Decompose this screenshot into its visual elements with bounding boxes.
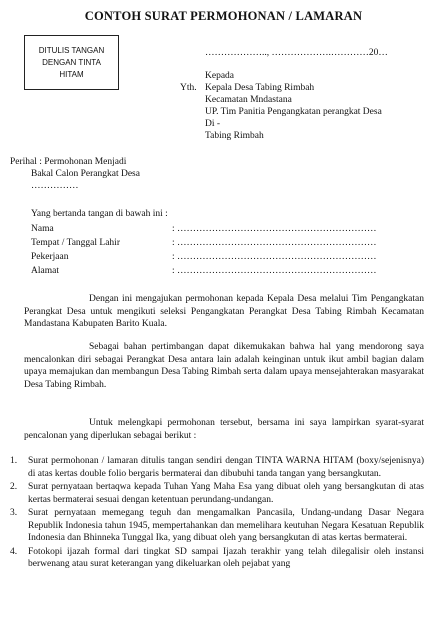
list-item-text: Surat pernyataan memegang teguh dan mengamalkan Pancasila, Undang-undang Dasar Negara Republik Indonesia tahun 1945, mempertahankan dan memelihara keutuhan Negara Kesatuan Republik Indonesia dan Bhinneka Tunggal Ika, yang dibuat oleh yang bersangkutan di atas kertas bermaterai. [28, 508, 424, 543]
perihal-line-3: …………… [31, 181, 79, 191]
field-label-pekerjaan: Pekerjaan [31, 252, 69, 262]
handwriting-note-box [24, 35, 119, 90]
date-line: ……………….., ……………….…………20… [205, 48, 388, 58]
list-item [10, 507, 424, 545]
field-label-nama: Nama [31, 224, 54, 234]
address-yth: Yth. [180, 83, 197, 93]
list-item-text: Surat permohonan / lamaran ditulis tangan sendiri dengan TINTA WARNA HITAM (boxy/sejenisnya) di atas kertas double folio bergaris bermaterai dan dibubuhi tanda tangan yang bersangkutan. [28, 456, 424, 479]
paragraph-motivation-text: Sebagai bahan pertimbangan dapat dikemukakan bahwa hal yang mendorong saya mencalonkan diri sebagai Perangkat Desa antara lain adalah keinginan untuk ikut ambil bagian dalam upaya memajukan dan membangun Desa Tabing Rimbah serta dalam upaya mensejahterakan masyarakat Desa Tabing Rimbah. [24, 342, 424, 390]
address-di: Di - [205, 119, 221, 129]
page-title: CONTOH SURAT PERMOHONAN / LAMARAN [84, 9, 363, 23]
address-kecamatan: Kecamatan Mndastana [205, 95, 292, 105]
field-label-alamat: Alamat [31, 266, 59, 276]
address-place: Tabing Rimbah [205, 131, 264, 141]
address-up: UP. Tim Panitia Pengangkatan perangkat Desa [205, 107, 382, 117]
perihal-label: Perihal : Permohonan Menjadi [10, 157, 127, 167]
address-recipient: Kepala Desa Tabing Rimbah [205, 83, 315, 93]
field-label-ttl: Tempat / Tanggal Lahir [31, 238, 120, 248]
requirements-list [10, 455, 424, 572]
list-item-number: 1. [10, 456, 18, 466]
list-item [10, 546, 424, 571]
intro-text: Yang bertanda tangan di bawah ini : [31, 209, 168, 219]
field-value-nama: : ……………………………………………………… [172, 224, 377, 234]
paragraph-attachments [24, 417, 424, 442]
field-value-pekerjaan: : ……………………………………………………… [172, 252, 377, 262]
address-kepada: Kepada [205, 71, 235, 81]
field-value-ttl: : ……………………………………………………… [172, 238, 377, 248]
list-item-text: Fotokopi ijazah formal dari tingkat SD sampai Ijazah terakhir yang telah dilegalisir oleh instansi berwenang atau surat keterangan yang dikeluarkan oleh pejabat yang [28, 546, 424, 569]
list-item [10, 481, 424, 506]
list-item-number: 3. [10, 508, 18, 518]
paragraph-motivation [24, 341, 424, 391]
field-value-alamat: : ……………………………………………………… [172, 266, 377, 276]
paragraph-application [24, 293, 424, 331]
handwriting-note-text: DITULIS TANGAN DENGAN TINTA HITAM [38, 45, 105, 79]
list-item-text: Surat pernyataan bertaqwa kepada Tuhan Yang Maha Esa yang dibuat oleh yang bersangkutan di atas kertas bermaterai sesuai dengan ketentuan perundang-undangan. [28, 482, 424, 505]
paragraph-application-text: Dengan ini mengajukan permohonan kepada Kepala Desa melalui Tim Pengangkatan Perangkat Desa untuk mengikuti seleksi Pengangkatan Perangkat Desa Tabing Rimbah Kecamatan Mandastana Kabupaten Barito Kuala. [24, 294, 424, 329]
list-item-number: 4. [10, 546, 18, 557]
list-item [10, 455, 424, 480]
perihal-line-2: Bakal Calon Perangkat Desa [31, 169, 140, 179]
paragraph-attachments-text: Untuk melengkapi permohonan tersebut, bersama ini saya lampirkan syarat-syarat pencalonan yang diperlukan sebagai berikut : [24, 418, 424, 441]
list-item-number: 2. [10, 482, 18, 492]
